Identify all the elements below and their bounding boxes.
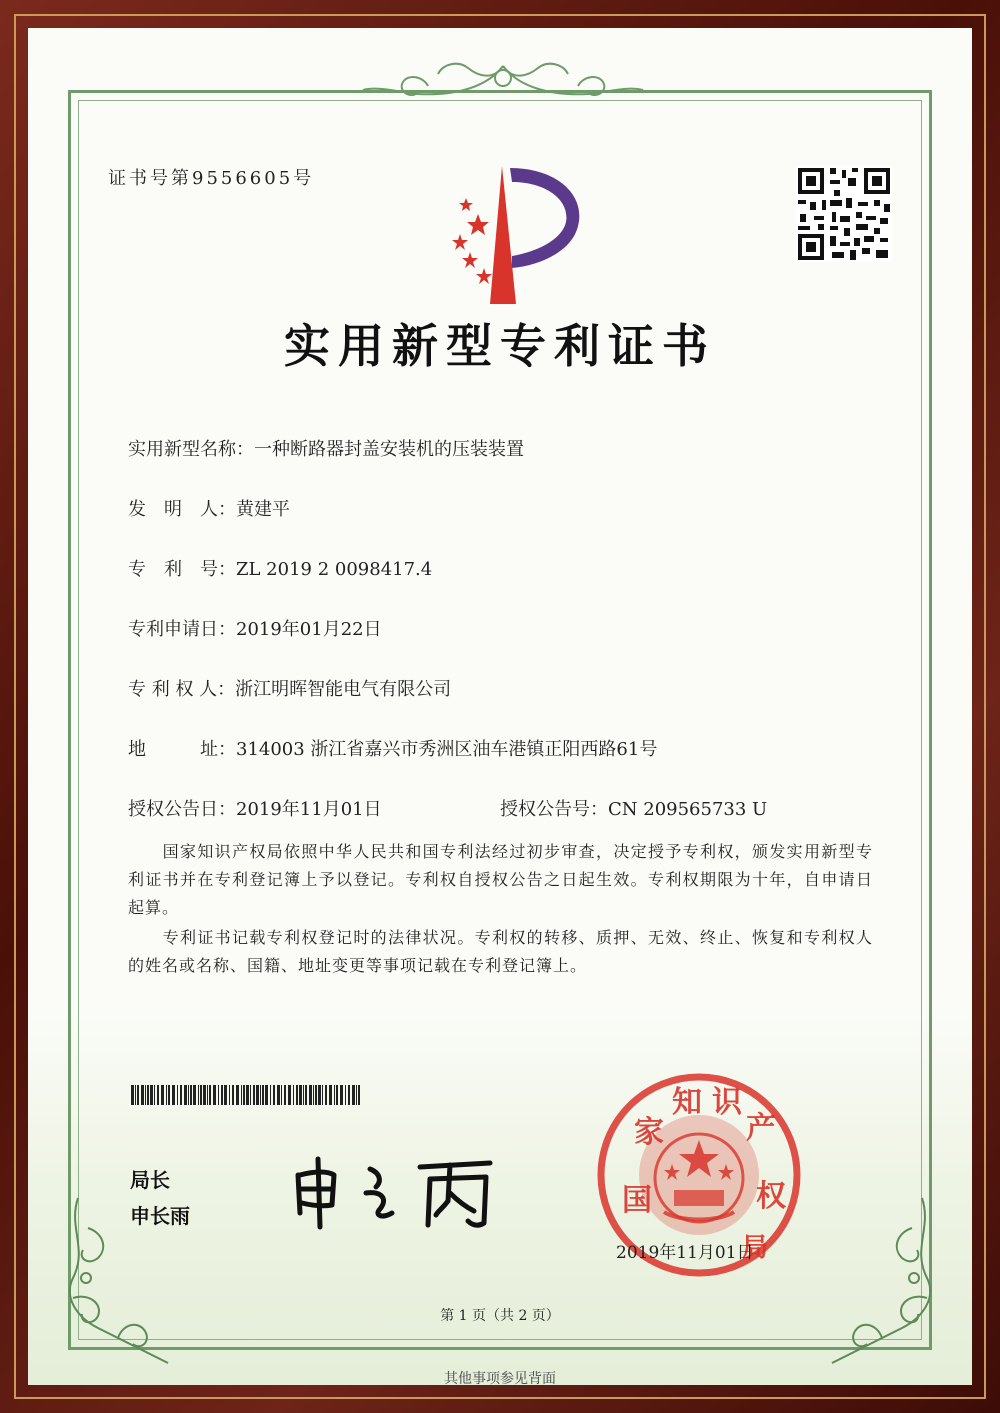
barcode-bar <box>145 1085 146 1105</box>
barcode-bar <box>236 1085 239 1105</box>
barcode-bar <box>166 1085 167 1105</box>
field-application-date <box>128 615 382 641</box>
barcode-bar <box>141 1085 144 1105</box>
barcode-bar <box>184 1085 187 1105</box>
svg-text:国: 国 <box>622 1183 652 1218</box>
barcode-bar <box>345 1085 346 1105</box>
svg-text:知: 知 <box>672 1085 702 1120</box>
field-label: 发 明 人： <box>128 499 236 520</box>
svg-text:权: 权 <box>756 1179 786 1214</box>
field-value: ZL 2019 2 0098417.4 <box>236 559 433 580</box>
barcode-bar <box>250 1085 251 1105</box>
barcode-bar <box>256 1085 259 1105</box>
barcode-bar <box>229 1085 230 1105</box>
barcode-bar <box>303 1085 304 1105</box>
field-grant-date <box>128 795 382 821</box>
barcode-bar <box>243 1085 245 1105</box>
barcode-bar <box>281 1085 282 1105</box>
field-label: 专利申请日： <box>128 619 236 640</box>
barcode-bar <box>218 1085 219 1105</box>
barcode-bar <box>265 1085 268 1105</box>
field-utility-model-name <box>128 435 524 461</box>
barcode-bar <box>336 1085 338 1105</box>
barcode-bar <box>221 1085 223 1105</box>
barcode-bar <box>315 1085 317 1105</box>
certificate-paper <box>28 28 972 1385</box>
barcode-bar <box>161 1085 164 1105</box>
barcode-bar <box>203 1085 206 1105</box>
bottom-right-ornament-icon <box>802 1188 942 1378</box>
paragraph-grant-statement: 国家知识产权局依照中华人民共和国专利法经过初步审查，决定授予专利权，颁发实用新型专利证书并在专利登记簿上予以登记。专利权自授权公告之日起生效。专利权期限为十年，自申请日起算。 <box>128 842 873 917</box>
barcode-bar <box>193 1085 196 1105</box>
barcode-bar <box>213 1085 216 1105</box>
seal-date: 2019年11月01日 <box>616 1243 754 1263</box>
barcode-bar <box>352 1085 355 1105</box>
barcode-bar <box>309 1085 312 1105</box>
barcode-bar <box>356 1085 357 1105</box>
field-label: 专 利 权 人： <box>128 679 236 700</box>
paragraph-legal-status: 专利证书记载专利权登记时的法律状况。专利权的转移、质押、无效、终止、恢复和专利权人的姓名或名称、国籍、地址变更等事项记载在专利登记簿上。 <box>128 928 873 975</box>
barcode-bar <box>322 1085 323 1105</box>
barcode-bar <box>299 1085 302 1105</box>
field-label: 授权公告号： <box>500 799 608 820</box>
field-label: 专 利 号： <box>128 559 236 580</box>
barcode-bar <box>150 1085 153 1105</box>
barcode-bar <box>296 1085 298 1105</box>
barcode-bar <box>260 1085 261 1105</box>
barcode-bar <box>329 1085 332 1105</box>
certificate-number: 证书号第9556605号 <box>108 168 315 189</box>
field-label: 实用新型名称： <box>128 439 254 460</box>
field-value: 314003 浙江省嘉兴市秀洲区油车港镇正阳西路61号 <box>236 739 658 760</box>
barcode-bar <box>305 1085 307 1105</box>
field-value: 浙江明晖智能电气有限公司 <box>235 679 452 700</box>
barcode-bar <box>177 1085 178 1105</box>
barcode-bar <box>168 1085 170 1105</box>
barcode-bar <box>288 1085 291 1105</box>
field-grant-publication-number <box>500 795 767 821</box>
barcode-bar <box>147 1085 149 1105</box>
barcode-bar <box>137 1085 139 1105</box>
svg-text:家: 家 <box>634 1115 664 1150</box>
patent-office-logo-icon <box>428 156 588 306</box>
barcode-bar <box>232 1085 234 1105</box>
barcode-icon <box>131 1085 361 1105</box>
barcode-bar <box>180 1085 182 1105</box>
barcode-bar <box>334 1085 335 1105</box>
field-value: 2019年01月22日 <box>236 619 382 640</box>
field-address <box>128 735 657 761</box>
field-value: 黄建平 <box>236 499 290 520</box>
barcode-bar <box>270 1085 271 1105</box>
barcode-bar <box>154 1085 155 1105</box>
barcode-bar <box>224 1085 227 1105</box>
barcode-bar <box>135 1085 136 1105</box>
barcode-bar <box>358 1085 360 1105</box>
certificate-title: 实用新型专利证书 <box>284 319 716 373</box>
barcode-bar <box>157 1085 159 1105</box>
barcode-bar <box>190 1085 192 1105</box>
barcode-bar <box>277 1085 280 1105</box>
barcode-bar <box>273 1085 275 1105</box>
barcode-bar <box>241 1085 242 1105</box>
field-label: 地 址： <box>128 739 236 760</box>
page-number: 第 1 页（共 2 页） <box>440 1308 560 1324</box>
director-signature-icon <box>290 1153 510 1233</box>
svg-text:局: 局 <box>742 1233 769 1263</box>
barcode-bar <box>200 1085 202 1105</box>
barcode-bar <box>318 1085 321 1105</box>
barcode-bar <box>198 1085 199 1105</box>
barcode-bar <box>313 1085 314 1105</box>
director-name: 申长雨 <box>130 1204 190 1228</box>
qr-code-icon <box>796 166 892 262</box>
field-patentee <box>128 675 451 701</box>
field-value: 2019年11月01日 <box>236 799 382 820</box>
svg-text:识: 识 <box>712 1085 742 1120</box>
barcode-bar <box>340 1085 343 1105</box>
barcode-bar <box>293 1085 294 1105</box>
field-value: CN 209565733 U <box>608 799 768 820</box>
svg-text:产: 产 <box>746 1111 776 1146</box>
barcode-bar <box>284 1085 286 1105</box>
barcode-bar <box>253 1085 255 1105</box>
barcode-bar <box>262 1085 264 1105</box>
footer-note: 其他事项参见背面 <box>444 1371 556 1385</box>
director-title: 局长 <box>130 1168 170 1192</box>
top-ornament-icon <box>358 56 648 116</box>
field-inventor <box>128 495 290 521</box>
barcode-bar <box>325 1085 327 1105</box>
barcode-bar <box>172 1085 175 1105</box>
barcode-bar <box>207 1085 208 1105</box>
barcode-bar <box>188 1085 189 1105</box>
barcode-bar <box>209 1085 211 1105</box>
barcode-bar <box>348 1085 350 1105</box>
field-label: 授权公告日： <box>128 799 236 820</box>
field-value: 一种断路器封盖安装机的压装装置 <box>254 439 524 460</box>
barcode-bar <box>131 1085 134 1105</box>
field-patent-number <box>128 555 432 581</box>
barcode-bar <box>246 1085 249 1105</box>
